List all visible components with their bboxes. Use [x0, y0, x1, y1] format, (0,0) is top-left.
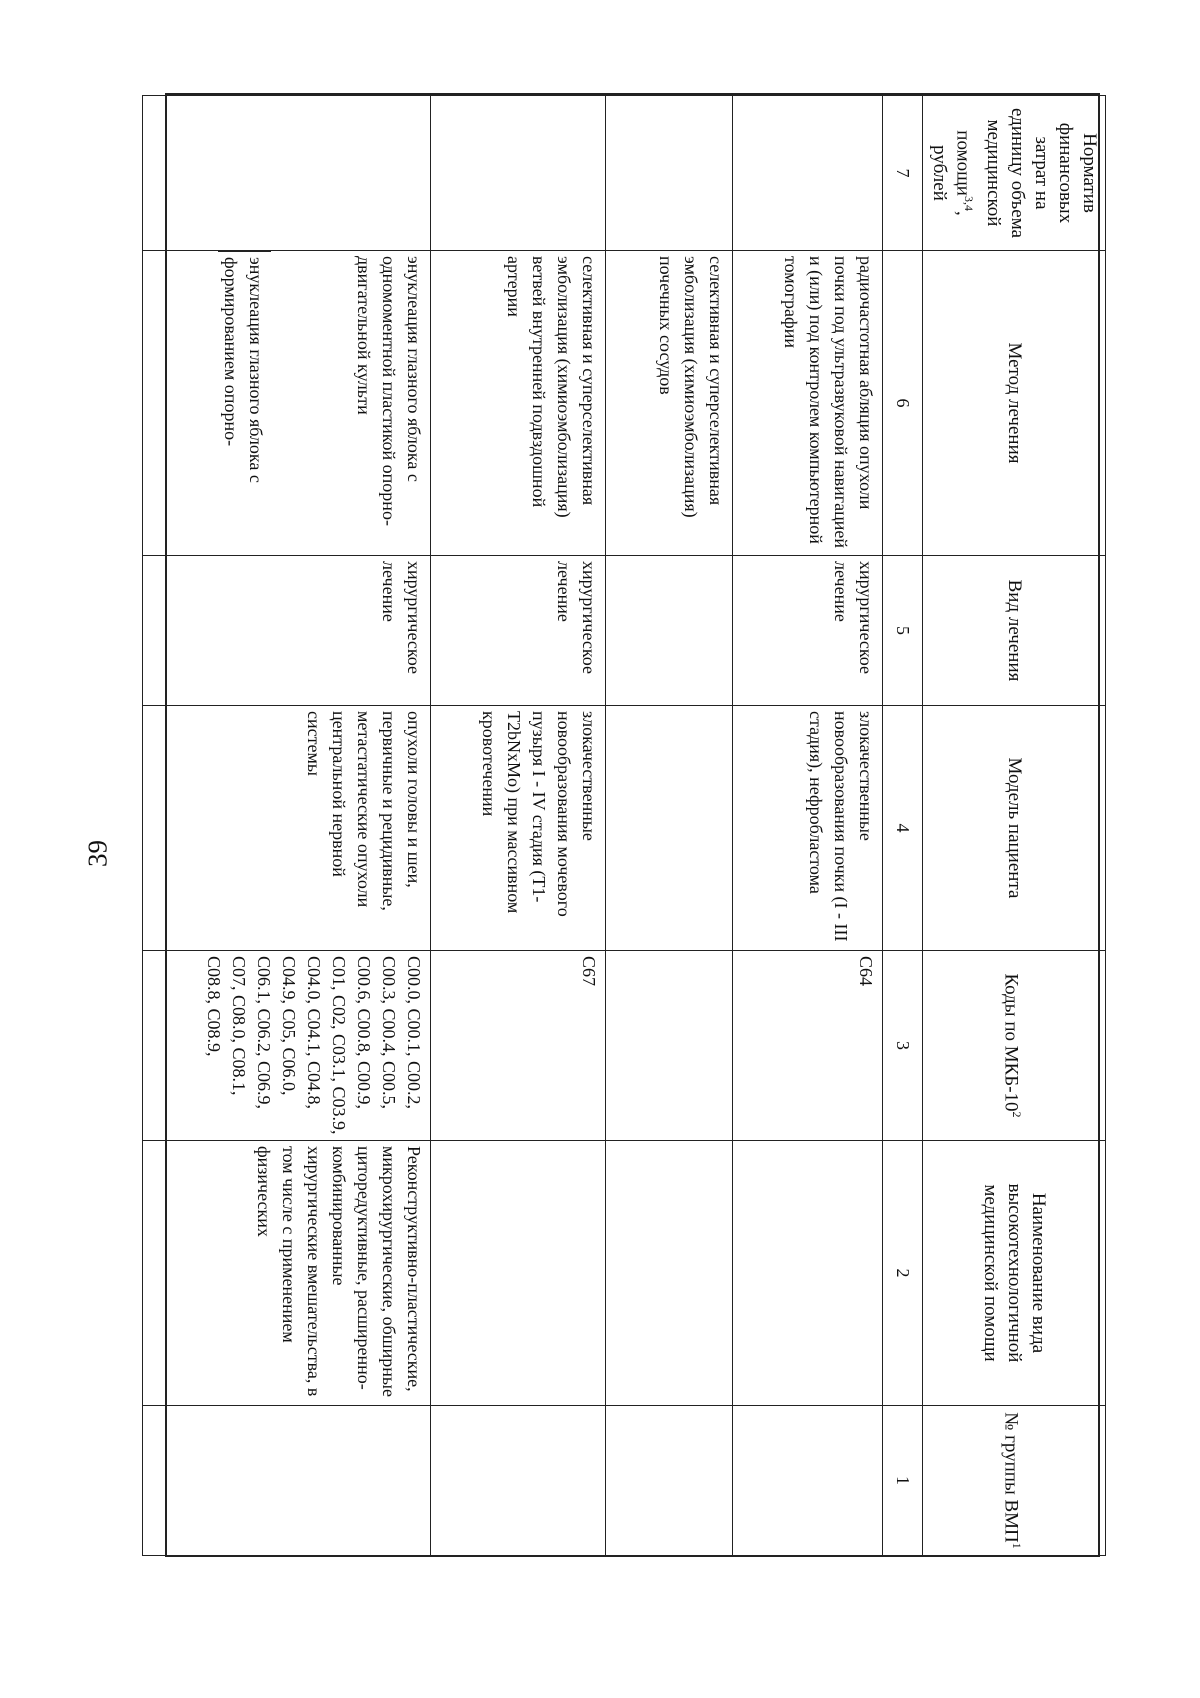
cell-method: селективная и суперселективная эмболизация (химиоэмболизация) ветвей внутренней подвздошной артерии — [430, 251, 605, 556]
cell-name: Реконструктивно-пластические, микрохирургические, обширные циторедуктивные, расширенно-комбинированные хирургические вмешательства, в том числе с применением физических — [142, 1141, 430, 1406]
cell-codes: C00.0, C00.1, C00.2, C00.3, C00.4, C00.5, C00.6, C00.8, C00.9, C01, C02, C03.1, C03.9, C04.0, C04.1, C04.8, C04.9, C05, C06.0, C06.1, C06.2, C06.9, C07, C08.0, C08.1, C08.8, C08.9, — [142, 951, 430, 1141]
cell-name — [605, 1141, 732, 1406]
col-number: 2 — [882, 1141, 922, 1406]
header-codes: Коды по МКБ-$10^2$ — [922, 951, 1105, 1141]
cell-name — [430, 1141, 605, 1406]
col-number: 3 — [882, 951, 922, 1141]
cell-group — [732, 1406, 882, 1556]
cell-group — [605, 1406, 732, 1556]
cell-method — [142, 251, 430, 556]
header-treatment: Вид лечения — [922, 556, 1105, 706]
header-group: № группы ВМП$^1$ — [922, 1406, 1105, 1556]
cell-codes: C67 — [430, 951, 605, 1141]
cell-model — [605, 706, 732, 951]
col-number: 4 — [882, 706, 922, 951]
cell-treatment: хирургическое лечение — [430, 556, 605, 706]
table-row — [732, 96, 882, 1556]
rotated-table-container — [175, 95, 1106, 1555]
cell-codes — [605, 951, 732, 1141]
cell-model: злокачественные новообразования мочевого пузыря I - IV стадия (T1-T2bNxMo) при массивном кровотечении — [430, 706, 605, 951]
cell-normative — [142, 96, 430, 251]
table-row — [430, 96, 605, 1556]
table-row — [142, 96, 430, 1556]
column-number-row — [882, 96, 922, 1556]
cell-codes: C64 — [732, 951, 882, 1141]
cell-method: радиочастотная абляция опухоли почки под ультразвуковой навигацией и (или) под контролем компьютерной томографии — [732, 251, 882, 556]
cell-normative — [430, 96, 605, 251]
cell-model: злокачественные новообразования почки (I - III стадия), нефробластома — [732, 706, 882, 951]
col-number: 1 — [882, 1406, 922, 1556]
col-number: 6 — [882, 251, 922, 556]
col-number: 5 — [882, 556, 922, 706]
header-normative: Норматив финансовых затрат на единицу объема медицинской помощи$^{3,4}$, рублей — [922, 96, 1105, 251]
cell-treatment — [605, 556, 732, 706]
header-name: Наименование вида высокотехнологичной медицинской помощи — [922, 1141, 1105, 1406]
cell-name — [732, 1141, 882, 1406]
col-number: 7 — [882, 96, 922, 251]
cell-group — [430, 1406, 605, 1556]
cell-normative — [732, 96, 882, 251]
method-subcell: энуклеация глазного яблока с формированием опорно- — [218, 251, 271, 555]
cell-normative — [605, 96, 732, 251]
cell-treatment: хирургическое лечение — [142, 556, 430, 706]
vmp-table — [142, 95, 1106, 1556]
header-row — [922, 96, 1105, 1556]
page-number: 39 — [82, 840, 113, 867]
method-subcell: энуклеация глазного яблока с одномоментной пластикой опорно-двигательной культи — [353, 256, 424, 526]
cell-model: опухоли головы и шеи, первичные и рецидивные, метастатические опухоли центральной нервной системы — [142, 706, 430, 951]
cell-group — [142, 1406, 430, 1556]
table-row — [605, 96, 732, 1556]
header-method: Метод лечения — [922, 251, 1105, 556]
header-model: Модель пациента — [922, 706, 1105, 951]
cell-treatment: хирургическое лечение — [732, 556, 882, 706]
cell-method: селективная и суперселективная эмболизация (химиоэмболизация) почечных сосудов — [605, 251, 732, 556]
